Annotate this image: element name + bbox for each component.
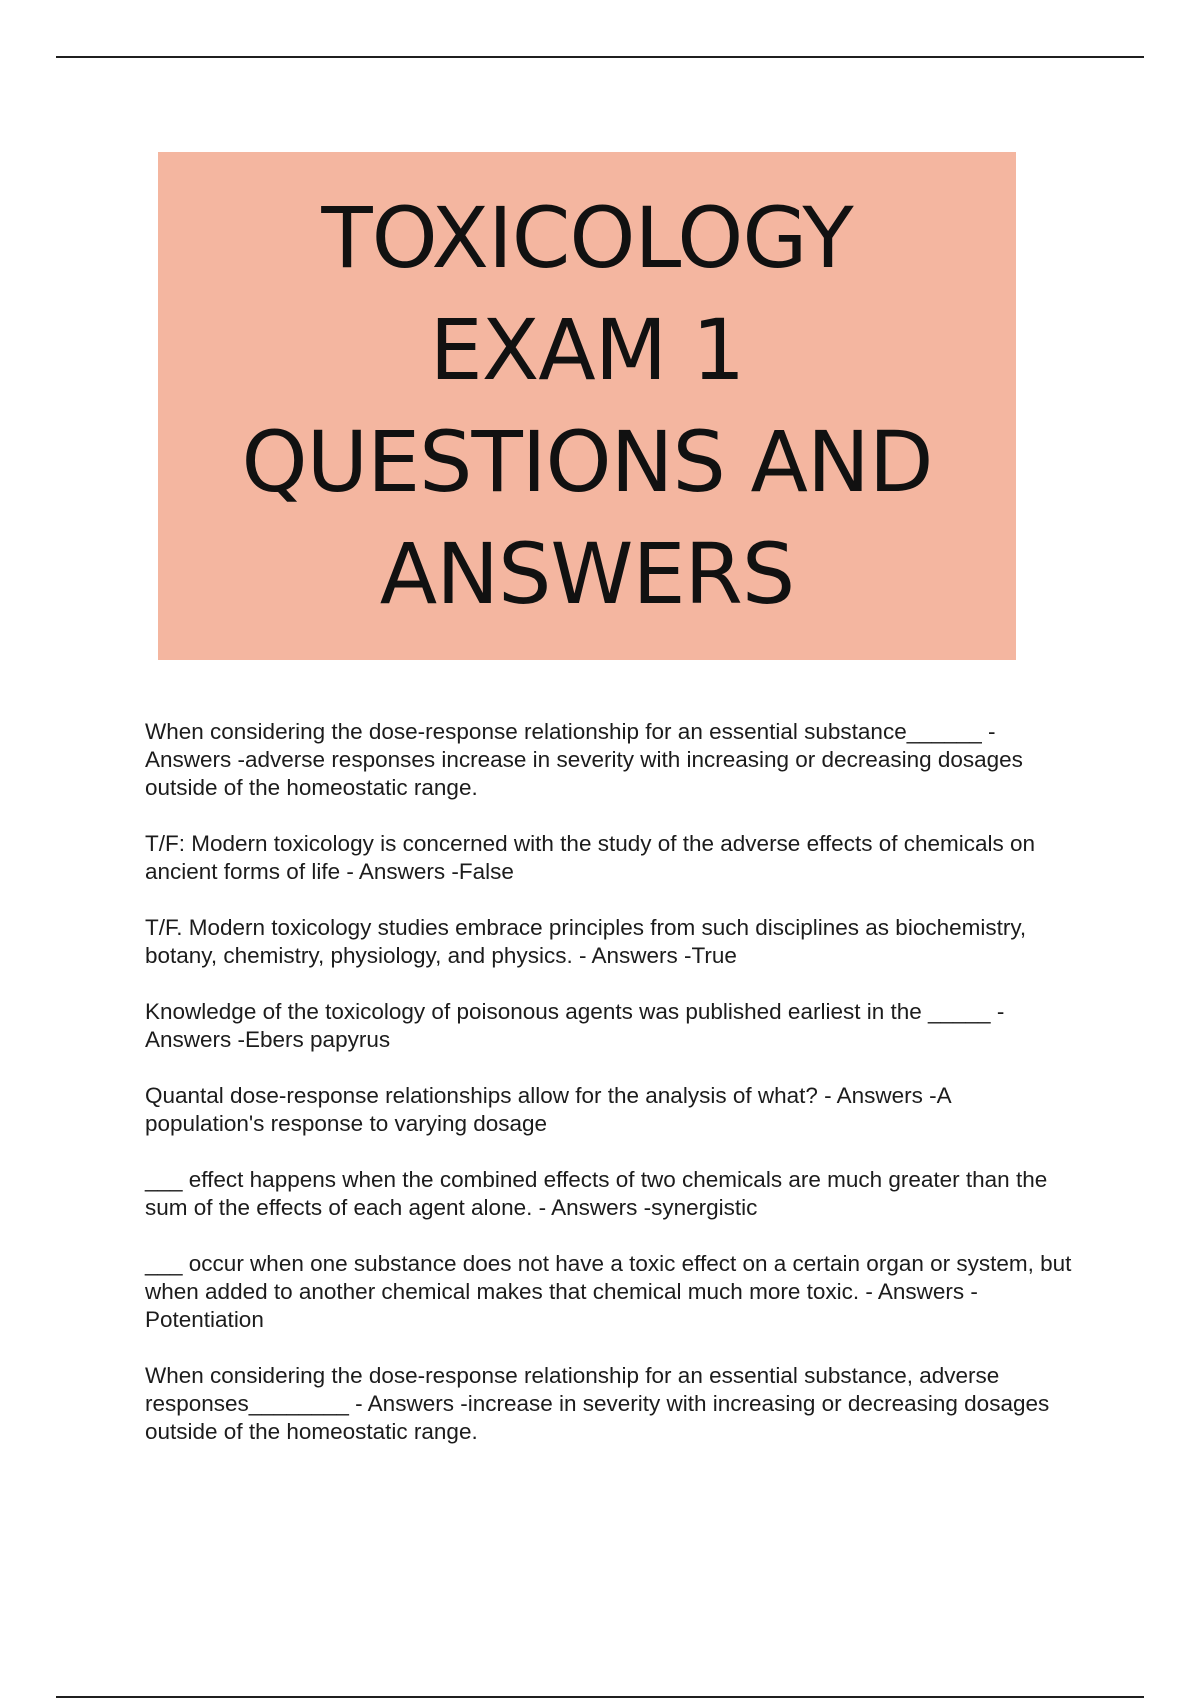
title-line: TOXICOLOGY — [321, 189, 853, 287]
qa-item: When considering the dose-response relationship for an essential substance______ - Answers -adverse responses increase in severity with increasing or decreasing dosages outside of the homeostatic range. — [145, 719, 1023, 800]
title-line: QUESTIONS AND — [241, 413, 933, 511]
title-line: EXAM 1 — [429, 301, 745, 399]
title-banner — [158, 152, 1016, 660]
qa-item: Quantal dose-response relationships allow for the analysis of what? - Answers -A population's response to varying dosage — [145, 1083, 951, 1136]
qa-list — [145, 718, 1075, 1474]
qa-item: ___ occur when one substance does not have a toxic effect on a certain organ or system, but when added to another chemical makes that chemical much more toxic. - Answers -Potentiation — [145, 1251, 1072, 1332]
footer-rule — [56, 1696, 1144, 1698]
header-rule — [56, 56, 1144, 58]
qa-item: ___ effect happens when the combined effects of two chemicals are much greater than the sum of the effects of each agent alone. - Answers -synergistic — [145, 1167, 1048, 1220]
title-line: ANSWERS — [379, 525, 795, 623]
qa-item: When considering the dose-response relationship for an essential substance, adverse responses________ - Answers -increase in severity with increasing or decreasing dosages outside of the homeostatic range. — [145, 1363, 1050, 1444]
qa-item: Knowledge of the toxicology of poisonous agents was published earliest in the _____ - Answers -Ebers papyrus — [145, 999, 1005, 1052]
qa-item: T/F. Modern toxicology studies embrace principles from such disciplines as biochemistry, botany, chemistry, physiology, and physics. - Answers -True — [145, 915, 1027, 968]
document-title — [241, 182, 932, 630]
qa-item: T/F: Modern toxicology is concerned with the study of the adverse effects of chemicals on ancient forms of life - Answers -False — [145, 831, 1036, 884]
